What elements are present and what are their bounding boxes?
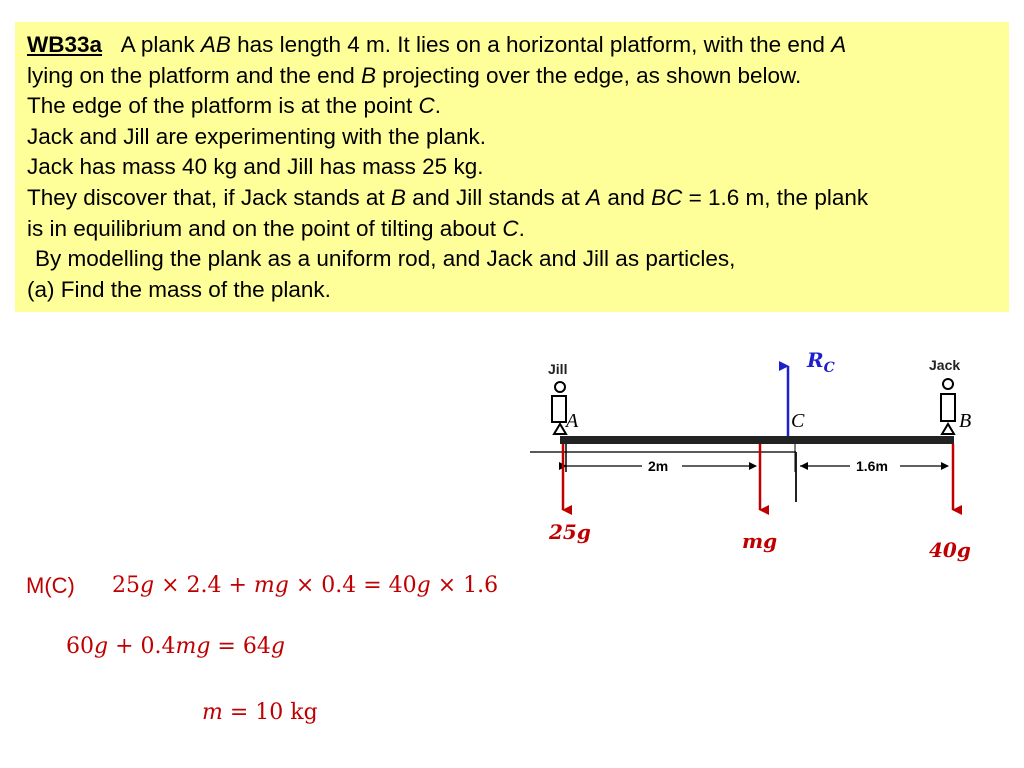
text: . bbox=[518, 215, 525, 241]
force-label-jill: 25g bbox=[549, 520, 591, 544]
text: lying on the platform and the end bbox=[27, 62, 361, 88]
jill-figure bbox=[552, 382, 566, 434]
equation-2: 60𝑔 + 0.4𝑚𝑔 = 64𝑔 bbox=[66, 634, 285, 659]
text: The edge of the platform is at the point bbox=[27, 93, 419, 119]
question-line-8: By modelling the plank as a uniform rod, and Jack and Jill as particles, bbox=[35, 246, 736, 272]
moments-label: M(C) bbox=[26, 573, 75, 598]
text: . bbox=[434, 93, 442, 119]
text: has length 4 m. It lies on a horizontal platform, with the end bbox=[230, 32, 832, 57]
reaction-label-main: R bbox=[807, 348, 824, 372]
equation-3: 𝑚 = 10 kg bbox=[202, 700, 318, 725]
text: = 1.6 m, the plank bbox=[682, 184, 869, 210]
text: and Jill stands at bbox=[405, 184, 587, 210]
point-c-label: C bbox=[791, 410, 805, 432]
text-b: B bbox=[360, 62, 376, 88]
dim-right-arrow-a bbox=[800, 462, 808, 470]
text-a: A bbox=[586, 184, 602, 210]
question-line-9: (a) Find the mass of the plank. bbox=[27, 276, 331, 302]
force-label-plank: mg bbox=[742, 529, 778, 553]
equation-1: 25𝑔 × 2.4 + 𝑚𝑔 × 0.4 = 40𝑔 × 1.6 bbox=[112, 573, 499, 598]
reaction-label-sub: C bbox=[823, 360, 835, 376]
text-ab: AB bbox=[200, 32, 231, 57]
jack-figure bbox=[941, 379, 955, 434]
force-label-jack: 40g bbox=[929, 538, 971, 562]
dim-right-label: 1.6m bbox=[856, 458, 888, 474]
text: projecting over the edge, as shown below. bbox=[376, 62, 802, 88]
jack-label: Jack bbox=[929, 357, 961, 373]
question-line-5: Jack has mass 40 kg and Jill has mass 25 kg. bbox=[27, 154, 484, 180]
reaction-label bbox=[806, 348, 835, 376]
plank bbox=[560, 436, 954, 444]
text-c: C bbox=[418, 93, 435, 119]
text: They discover that, if Jack stands at bbox=[27, 184, 391, 210]
point-b-label: B bbox=[959, 410, 972, 432]
text-c: C bbox=[502, 215, 519, 241]
question-tag: WB33a bbox=[27, 32, 103, 57]
text-bc: BC bbox=[651, 184, 683, 210]
dim-left-label: 2m bbox=[648, 458, 669, 474]
question-line-4: Jack and Jill are experimenting with the plank. bbox=[27, 123, 486, 149]
text: is in equilibrium and on the point of tilting about bbox=[27, 215, 503, 241]
text-b: B bbox=[390, 184, 406, 210]
text: and bbox=[601, 184, 652, 210]
text: A plank bbox=[120, 32, 201, 57]
text-a: A bbox=[831, 32, 847, 57]
point-a-label: A bbox=[566, 410, 579, 432]
jill-label: Jill bbox=[548, 361, 568, 377]
